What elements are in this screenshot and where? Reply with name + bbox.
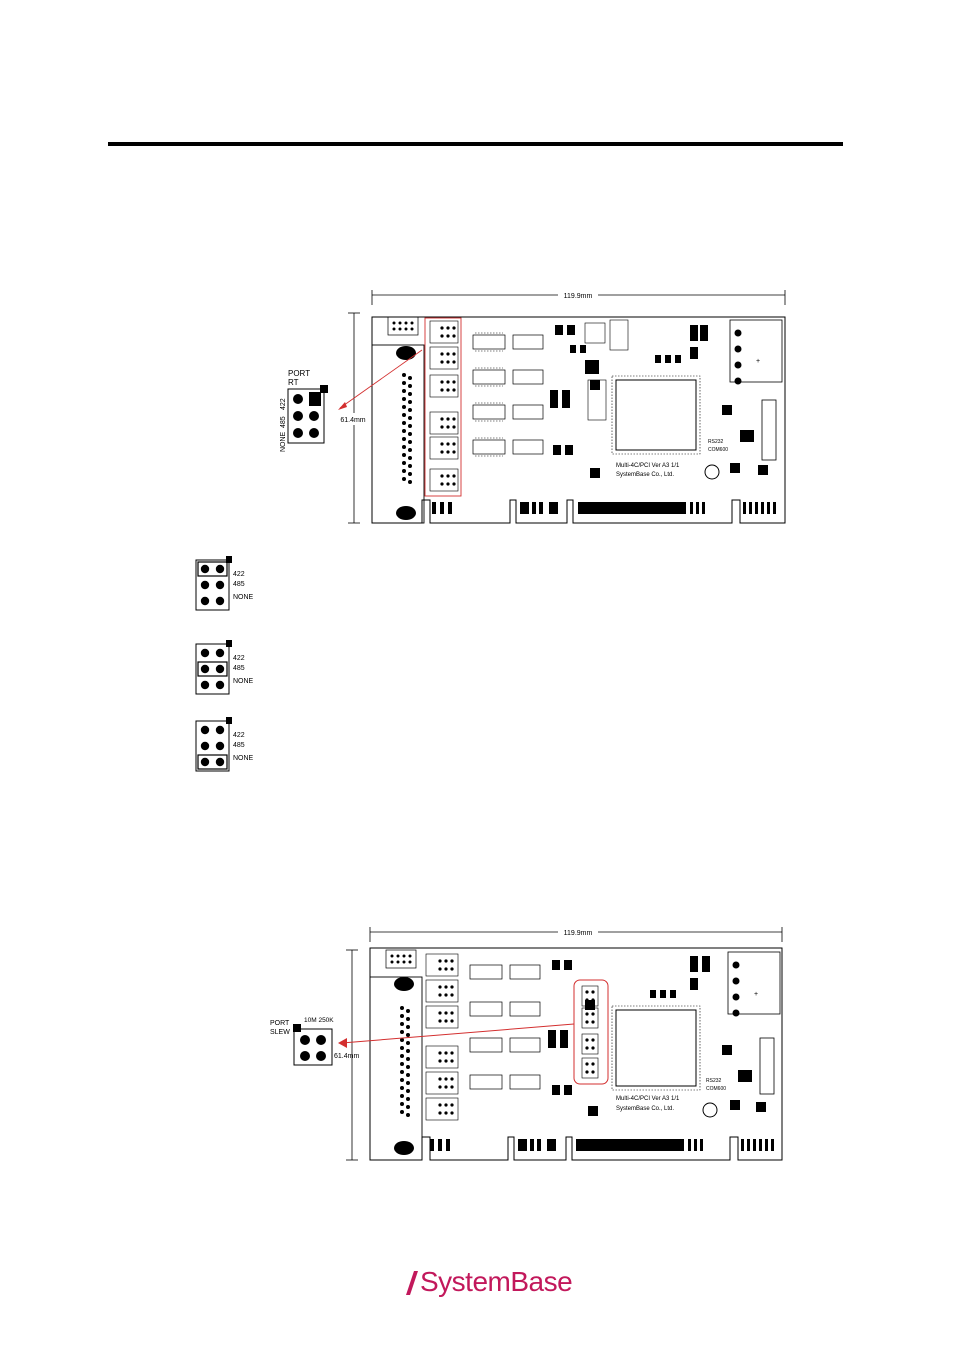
systembase-logo xyxy=(404,1260,572,1304)
logo-emblem xyxy=(705,465,719,479)
logo-text: SystemBase xyxy=(420,1266,573,1297)
jumper1-label-485: 485 xyxy=(233,581,245,588)
board-model-text: Multi-4C/PCI Ver A3 1/1 xyxy=(616,463,680,469)
board-com-text: COM600 xyxy=(708,447,729,453)
board-company-text-2: SystemBase Co., Ltd. xyxy=(616,1106,675,1112)
width-dimension-label-2: 119.9mm xyxy=(563,930,593,937)
height-dimension-label: 61.4mm xyxy=(340,417,366,424)
board-diagram-rt xyxy=(270,285,800,530)
callout-mode-none: NONE xyxy=(280,431,287,452)
svg-text:+: + xyxy=(756,358,761,365)
jumper1-label-422: 422 xyxy=(233,571,245,578)
callout-jumper-rt xyxy=(276,368,338,458)
board-rs232-text: RS232 xyxy=(708,439,724,445)
callout-speed-label: 10M 250K xyxy=(304,1017,334,1024)
jumper3-label-485: 485 xyxy=(233,742,245,749)
board-model-text-2: Multi-4C/PCI Ver A3 1/1 xyxy=(616,1096,680,1102)
callout-slew-label: SLEW xyxy=(270,1029,290,1036)
jumper2-label-422: 422 xyxy=(233,655,245,662)
jumper2-label-none: NONE xyxy=(233,678,254,685)
jumper3-label-none: NONE xyxy=(233,755,254,762)
callout-mode-422: 422 xyxy=(280,398,287,410)
jumper-setting-485 xyxy=(194,640,264,700)
width-dimension-label: 119.9mm xyxy=(563,293,593,300)
board-com-text-2: COM600 xyxy=(706,1086,727,1092)
jumper2-label-485: 485 xyxy=(233,665,245,672)
callout-rt-label: RT xyxy=(288,378,299,387)
board-company-text: SystemBase Co., Ltd. xyxy=(616,472,675,478)
logo-mark-icon xyxy=(404,1267,420,1297)
jumper-setting-422 xyxy=(194,556,264,616)
header-rule xyxy=(108,142,843,146)
jumper3-label-422: 422 xyxy=(233,732,245,739)
jumper1-label-none: NONE xyxy=(233,594,254,601)
board-rs232-text-2: RS232 xyxy=(706,1078,722,1084)
callout-jumper-slew xyxy=(264,1014,360,1074)
height-dimension-label-2: 61.4mm xyxy=(334,1053,360,1060)
svg-text:+: + xyxy=(754,991,759,998)
jumper-setting-none xyxy=(194,717,264,777)
callout-mode-485: 485 xyxy=(280,416,287,428)
callout-port-label: PORT xyxy=(288,369,311,378)
callout-port-label-2: PORT xyxy=(270,1020,290,1027)
logo-emblem-2 xyxy=(703,1103,717,1117)
